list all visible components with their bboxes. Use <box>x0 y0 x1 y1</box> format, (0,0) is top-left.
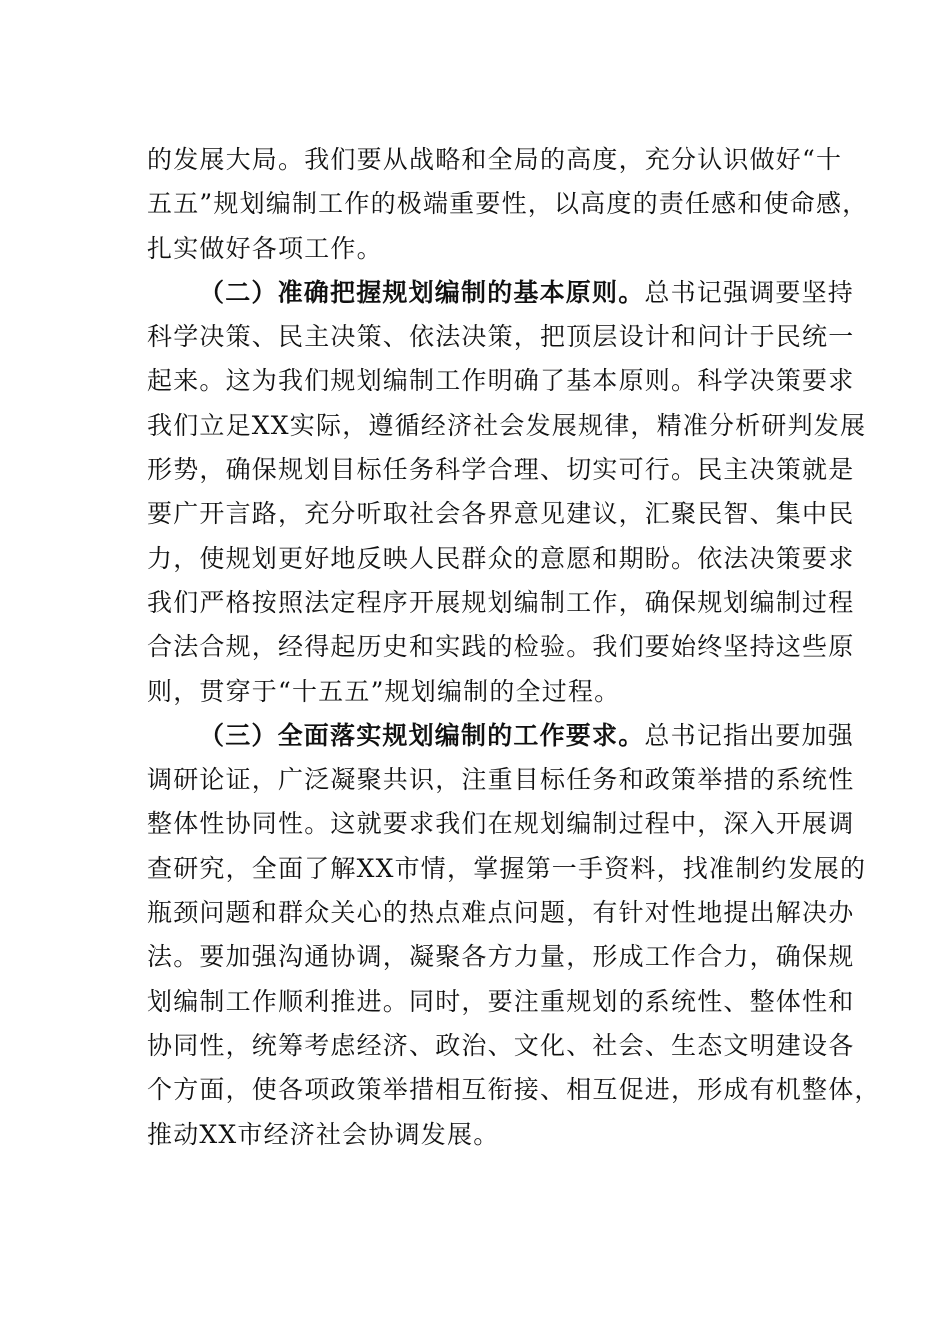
text-line: 法。要加强沟通协调，凝聚各方力量，形成工作合力，确保规 <box>147 942 855 972</box>
heading-followup-text: 总书记指出要加强 <box>644 720 855 750</box>
text-line: 我们立足XX实际，遵循经济社会发展规律，精准分析研判发展 <box>147 410 867 440</box>
text-line: 的发展大局。我们要从战略和全局的高度，充分认识做好“十 <box>147 145 843 174</box>
text-line: 合法合规，经得起历史和实践的检验。我们要始终坚持这些原 <box>147 632 855 662</box>
text-line: 划编制工作顺利推进。同时，要注重规划的系统性、整体性和 <box>147 986 855 1016</box>
document-body <box>147 138 881 1157</box>
paragraph-principles <box>147 271 867 714</box>
text-line <box>147 271 855 315</box>
text-line: 整体性协同性。这就要求我们在规划编制过程中，深入开展调 <box>147 809 855 839</box>
text-line: 力，使规划更好地反映人民群众的意愿和期盼。依法决策要求 <box>147 543 855 573</box>
text-line: 协同性，统筹考虑经济、政治、文化、社会、生态文明建设各 <box>147 1030 855 1060</box>
section-heading: （二）准确把握规划编制的基本原则。 <box>199 277 645 307</box>
text-line: 个方面，使各项政策举措相互衔接、相互促进，形成有机整体， <box>147 1075 881 1105</box>
text-line: 科学决策、民主决策、依法决策，把顶层设计和问计于民统一 <box>147 322 855 352</box>
text-line: 我们严格按照法定程序开展规划编制工作，确保规划编制过程 <box>147 587 855 617</box>
text-line <box>147 714 855 758</box>
text-line: 要广开言路，充分听取社会各界意见建议，汇聚民智、集中民 <box>147 499 855 529</box>
paragraph-requirements <box>147 714 881 1157</box>
text-line: 起来。这为我们规划编制工作明确了基本原则。科学决策要求 <box>147 366 855 396</box>
text-line: 扎实做好各项工作。 <box>147 233 383 263</box>
text-line: 查研究，全面了解XX市情，掌握第一手资料，找准制约发展的 <box>147 853 867 883</box>
heading-followup-text: 总书记强调要坚持 <box>644 277 855 307</box>
paragraph-continuation <box>147 138 869 271</box>
text-line: 形势，确保规划目标任务科学合理、切实可行。民主决策就是 <box>147 455 855 485</box>
text-line: 则，贯穿于“十五五”规划编制的全过程。 <box>147 676 621 706</box>
section-heading: （三）全面落实规划编制的工作要求。 <box>199 720 645 750</box>
text-line: 推动XX市经济社会协调发展。 <box>147 1119 500 1149</box>
text-line: 五五”规划编制工作的极端重要性，以高度的责任感和使命感， <box>147 189 869 219</box>
text-line: 调研论证，广泛凝聚共识，注重目标任务和政策举措的系统性 <box>147 765 855 795</box>
text-line: 瓶颈问题和群众关心的热点难点问题，有针对性地提出解决办 <box>147 898 855 928</box>
